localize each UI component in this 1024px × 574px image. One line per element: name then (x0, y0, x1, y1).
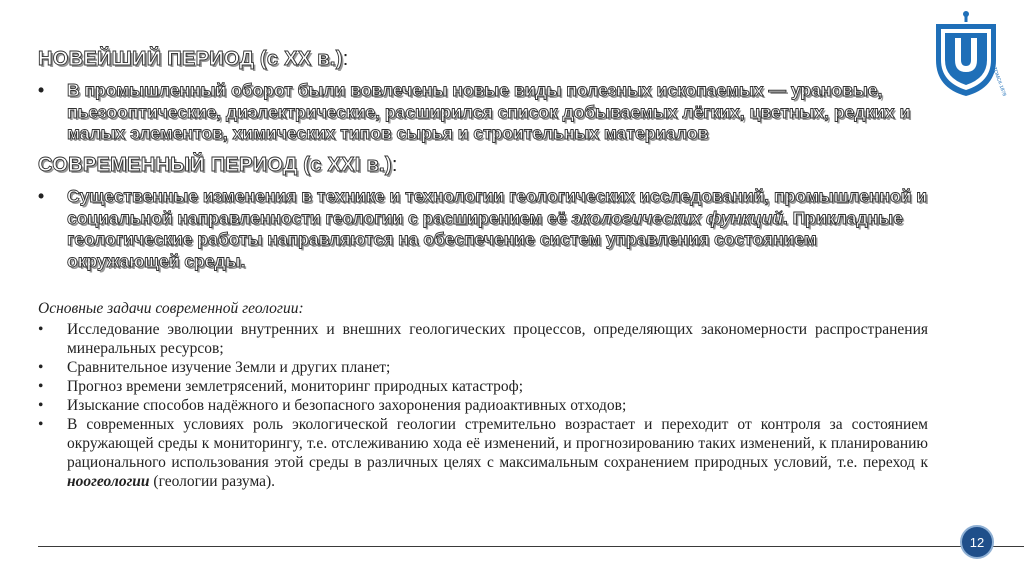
bullet: • (38, 397, 44, 414)
list-item (38, 320, 928, 358)
section1-bullet-text: В промышленный оборот были вовлечены новые виды полезных ископаемых — урановые, пьезооптические, диэлектрические, расширился список добываемых лёгких, цветных, редких и малых элементов, химических типов сырья и строительных материалов (67, 80, 911, 143)
bullet: • (38, 378, 44, 395)
tasks-title: Основные задачи современной геологии: (38, 300, 304, 317)
university-logo-icon (931, 8, 1008, 100)
bullet: • (38, 359, 44, 376)
list-item (38, 358, 928, 377)
section2-bullet-part1: Существенные изменения в технике и технологии геологических исследований, промышленной и социальной направленности геологии с расширением её (67, 186, 928, 228)
task-text (67, 416, 928, 490)
section1-heading-text: НОВЕЙШИЙ ПЕРИОД (с ХХ в.) (38, 48, 343, 70)
task-text: Сравнительное изучение Земли и других планет; (67, 359, 391, 376)
bullet: • (38, 321, 44, 338)
task-last-bold-italic: ноогеологии (67, 473, 150, 490)
bottom-divider (38, 546, 1024, 547)
section2-list (38, 186, 928, 272)
tasks-list (38, 320, 928, 491)
task-text: Прогноз времени землетрясений, мониторинг природных катастроф; (67, 378, 524, 395)
list-item (38, 80, 928, 145)
section1-list (38, 80, 928, 145)
bullet: • (38, 186, 45, 206)
bullet: • (38, 416, 44, 433)
section2-bullet-italic: экологических функций (571, 207, 783, 228)
list-item (38, 415, 928, 491)
task-text: Изыскание способов надёжного и безопасного захоронения радиоактивных отходов; (67, 397, 627, 414)
list-item (38, 396, 928, 415)
task-text: Исследование эволюции внутренних и внешних геологических процессов, определяющих закономерности распространения минеральных ресурсов; (67, 321, 928, 357)
bullet: • (38, 80, 45, 100)
list-item (38, 186, 928, 272)
page-number-badge: 12 (960, 525, 994, 559)
task-last-part2: (геологии разума). (149, 473, 276, 490)
svg-text:ТОМСК·1878: ТОМСК·1878 (991, 66, 1008, 98)
section2-heading (38, 154, 398, 177)
section1-heading (38, 48, 349, 71)
section2-heading-text: СОВРЕМЕННЫЙ ПЕРИОД (с ХХI в.) (38, 154, 392, 176)
section2-heading-colon: : (391, 154, 398, 176)
section1-heading-colon: : (342, 48, 349, 70)
task-last-part1: В современных условиях роль экологической геологии стремительно возрастает и переходит от контроля за состоянием окружающей среды к мониторингу, т.е. отслеживанию хода её изменений, и прогнозированию таких изменений, к планированию рационального использования этой среды в различных целях с максимальным сохранением природных условий, т.е. переход к (67, 416, 928, 471)
list-item (38, 377, 928, 396)
section2-bullet-text (67, 186, 927, 271)
section2-bullet-part2: . Прикладные геологические работы направляются на обеспечение систем управления состоянием окружающей среды. (67, 207, 903, 271)
